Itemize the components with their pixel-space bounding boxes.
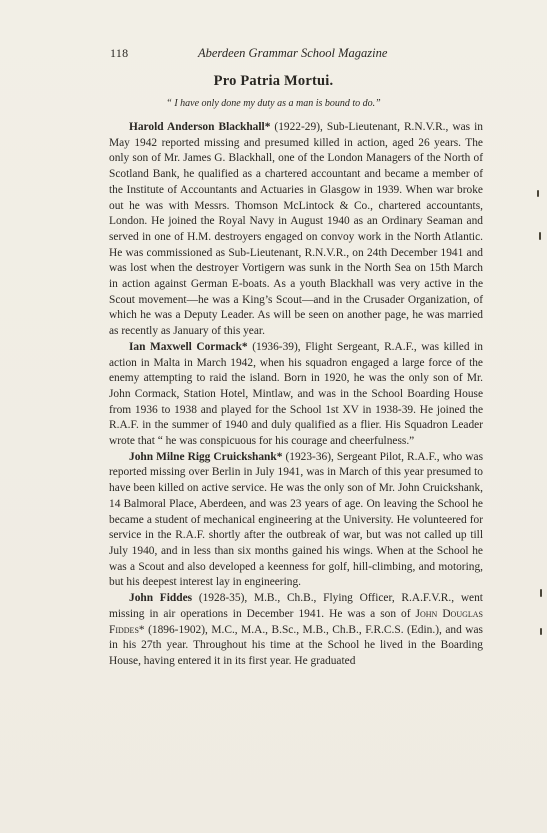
running-title: Aberdeen Grammar School Magazine [198, 46, 388, 60]
entry-text: (1922-29), Sub-Lieutenant, R.N.V.R., was in May 1942 reported missing and presumed killed in action, aged 26 years. The only son of Mr. James G. Blackhall, one of the London Managers of the North of Scotland Bank, he qualified as a chartered accountant and became a member of the Institute of Accountants and Actuaries in Glasgow in 1939. When war broke out he was with Messrs. Thomson McLintock & Co., chartered accountants, London. He joined the Royal Navy in August 1940 as an Ordinary Seaman and served in one of H.M. destroyers engaged on convoy work in the North Atlantic. He was commissioned as Sub-Lieutenant, R.N.V.R., on 24th December 1941 and was lost when the destroyer Vortigern was sunk in the North Sea on 15th March in action against German E-boats. As a youth Blackhall was very active in the Scout movement—he was a King’s Scout—and in the Crusader Organization, of which he was a Deputy Leader. As will be seen on another page, he was married as recently as January of this year. [109, 121, 483, 338]
margin-speck [540, 628, 542, 635]
entry-relative-name: John Douglas Fiddes* [109, 607, 483, 636]
obituary-entry [109, 340, 483, 450]
entry-name: Harold Anderson Blackhall* [129, 121, 271, 133]
entry-text: (1896-1902), M.C., M.A., B.Sc., M.B., Ch.B., F.R.C.S. (Edin.), and was in his 27th year. Throughout his time at the School he lived in the Boarding House, having entered it in its first year. He graduated [109, 623, 483, 667]
article-body [109, 120, 483, 670]
margin-speck [540, 589, 542, 597]
margin-speck [537, 190, 539, 197]
entry-name: Ian Maxwell Cormack* [129, 340, 248, 353]
entry-text: (1923-36), Sergeant Pilot, R.A.F., who was reported missing over Berlin in July 1941, was in March of this year presumed to have been killed on active service. He was the only son of Mr. John Cruickshank, 14 Balmoral Place, Aberdeen, and was 23 years of age. On leaving the School he became a student of mechanical engineering at the University. He volunteered for service in the R.A.F. shortly after the outbreak of war, but was not called up till July 1940, and in less than six months gained his wings. When at the School he was a Scout and also developed a keenness for golf, hill-climbing, and motoring, but his deepest interest lay in engineering. [109, 450, 484, 589]
entry-text: (1936-39), Flight Sergeant, R.A.F., was killed in action in Malta in March 1942, when his squadron engaged a large force of the enemy attempting to raid the island. Born in 1920, he was the only son of Mr. John Cormack, Station Hotel, Mintlaw, and was in the School Boarding House from 1936 to 1938 and played for the School 1st XV in 1938-39. He joined the R.A.F. in the summer of 1940 and duly qualified as a flier. His Squadron Leader wrote that “ he was conspicuous for his courage and cheerfulness.” [109, 340, 483, 448]
entry-name: John Milne Rigg Cruickshank* [129, 450, 283, 463]
page-header [110, 46, 490, 62]
obituary-entry [109, 120, 483, 340]
page-number: 118 [110, 46, 129, 60]
obituary-entry [109, 591, 483, 670]
margin-speck [539, 232, 541, 240]
entry-name: John Fiddes [129, 592, 193, 605]
entry-text: (1928-35), M.B., Ch.B., Flying Officer, R.A.F.V.R., went missing in air operations in December 1941. He was a son of [109, 592, 483, 620]
article-title: Pro Patria Mortui. [213, 73, 334, 89]
epigraph: “ I have only done my duty as a man is bound to do.” [166, 98, 381, 109]
obituary-entry [109, 450, 483, 591]
